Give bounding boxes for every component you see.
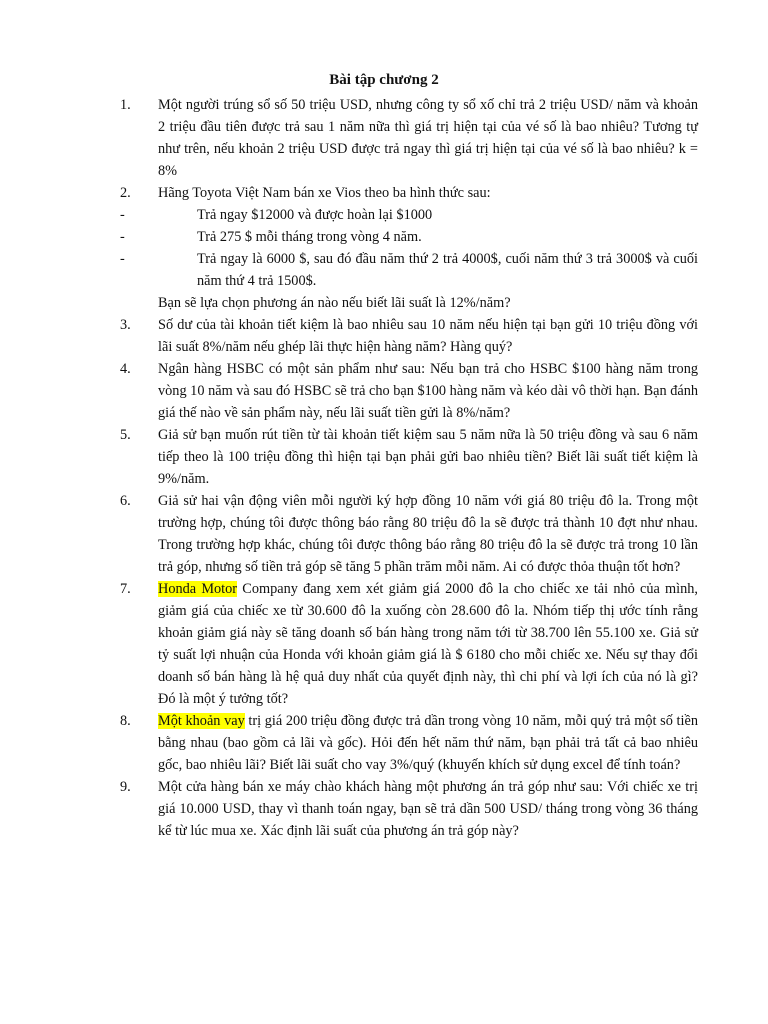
item-text: Hãng Toyota Việt Nam bán xe Vios theo ba hình thức sau: [158,185,491,201]
item-text: Company đang xem xét giảm giá 2000 đô la cho chiếc xe tải nhỏ của mình, giảm giá của chiếc xe từ 30.600 đô la xuống còn 28.600 đô la. Nhóm tiếp thị ước tính rằng khoản giảm giá này sẽ tăng doanh số bán hàng trong năm tới từ 38.700 lên 55.100 xe. Giả sử tỷ suất lợi nhuận của Honda với khoản giảm giá là $ 6180 cho mỗi chiếc xe. Nếu sự thay đổi doanh số bán hàng là hệ quả duy nhất của quyết định này, thì chi phí và lợi ích của nó là gì? Đó là một ý tưởng tốt? [158,581,699,707]
option-text: Trả ngay là 6000 $, sau đó đầu năm thứ 2 trả 4000$, cuối năm thứ 3 trả 3000$ và cuối năm thứ 4 trả 1500$. [197,251,698,289]
page-title: Bài tập chương 2 [329,72,439,88]
exercise-item-1 [120,94,698,182]
highlighted-text: Một khoản vay [158,713,245,729]
exercise-item-7 [120,578,698,710]
item-text: trị giá 200 triệu đồng được trả dần trong vòng 10 năm, mỗi quý trả một số tiền bằng nhau (bao gồm cả lãi và gốc). Hỏi đến hết năm thứ năm, bạn phải trả tất cả bao nhiêu gốc, bao nhiêu lãi? Biết lãi suất cho vay 3%/quý (khuyến khích sử dụng excel để tính toán? [158,713,698,773]
item-number: 3. [120,317,131,333]
item-number: 9. [120,779,131,795]
exercise-list [120,94,698,842]
exercise-item-2 [120,182,698,204]
item-text: Giả sử bạn muốn rút tiền từ tài khoản tiết kiệm sau 5 năm nữa là 50 triệu đồng và sau 6 năm tiếp theo là 100 triệu đồng thì hiện tại bạn phải gửi bao nhiêu tiền? Biết lãi suất tiết kiệm là 9%/năm. [158,427,698,487]
item-number: 5. [120,427,131,443]
exercise-item-8 [120,710,698,776]
option-dash: - [120,207,125,223]
option-item [120,204,698,226]
item-number: 7. [120,581,131,597]
item-text: Giả sử hai vận động viên mỗi người ký hợp đồng 10 năm với giá 80 triệu đô la. Trong một trường hợp, chúng tôi được thông báo rằng 80 triệu đô la sẽ được trả thành 10 đợt như nhau. Trong trường hợp khác, chúng tôi được thông báo rằng 80 triệu đô la sẽ được trả trong 10 lần trả góp, nhưng số tiền trả góp sẽ tăng 5 phần trăm mỗi năm. Ai có được thỏa thuận tốt hơn? [158,493,698,575]
exercise-item-4 [120,358,698,424]
item-number: 1. [120,97,131,113]
item-number: 4. [120,361,131,377]
exercise-item-6 [120,490,698,578]
option-text: Trả 275 $ mỗi tháng trong vòng 4 năm. [197,229,422,245]
item-text: Một người trúng sổ số 50 triệu USD, nhưng công ty sổ xố chỉ trả 2 triệu USD/ năm và khoản 2 triệu đầu tiên được trả sau 1 năm nữa thì giá trị hiện tại của vé số là bao nhiêu? Tương tự như trên, nếu khoản 2 triệu USD được trả ngay thì giá trị hiện tại của vé số là bao nhiêu? k = 8% [158,97,698,179]
option-dash: - [120,229,125,245]
exercise-item-3 [120,314,698,358]
item-note: Bạn sẽ lựa chọn phương án nào nếu biết lãi suất là 12%/năm? [158,295,511,311]
exercise-item-5 [120,424,698,490]
item-text: Ngân hàng HSBC có một sản phẩm như sau: Nếu bạn trả cho HSBC $100 hàng năm trong vòng 10 năm và sau đó HSBC sẽ trả cho bạn $100 hàng năm và kéo dài vô thời hạn. Bạn đánh giá thế nào về sản phẩm này, nếu lãi suất tiền gửi là 8%/năm? [158,361,698,421]
item-number: 2. [120,185,131,201]
highlighted-text: Honda Motor [158,581,238,597]
option-item [120,248,698,292]
option-dash: - [120,251,125,267]
item-text: Số dư của tài khoản tiết kiệm là bao nhiêu sau 10 năm nếu hiện tại bạn gửi 10 triệu đồng với lãi suất 8%/năm nếu ghép lãi thực hiện hàng năm? Hàng quý? [158,317,698,355]
item-text: Một cửa hàng bán xe máy chào khách hàng một phương án trả góp như sau: Với chiếc xe trị giá 10.000 USD, thay vì thanh toán ngay, bạn sẽ trả dần 500 USD/ tháng trong vòng 36 tháng kể từ lúc mua xe. Xác định lãi suất của phương án trả góp này? [158,779,698,839]
option-text: Trả ngay $12000 và được hoàn lại $1000 [197,207,433,223]
item-number: 6. [120,493,131,509]
item-number: 8. [120,713,131,729]
option-item [120,226,698,248]
exercise-item-9 [120,776,698,842]
